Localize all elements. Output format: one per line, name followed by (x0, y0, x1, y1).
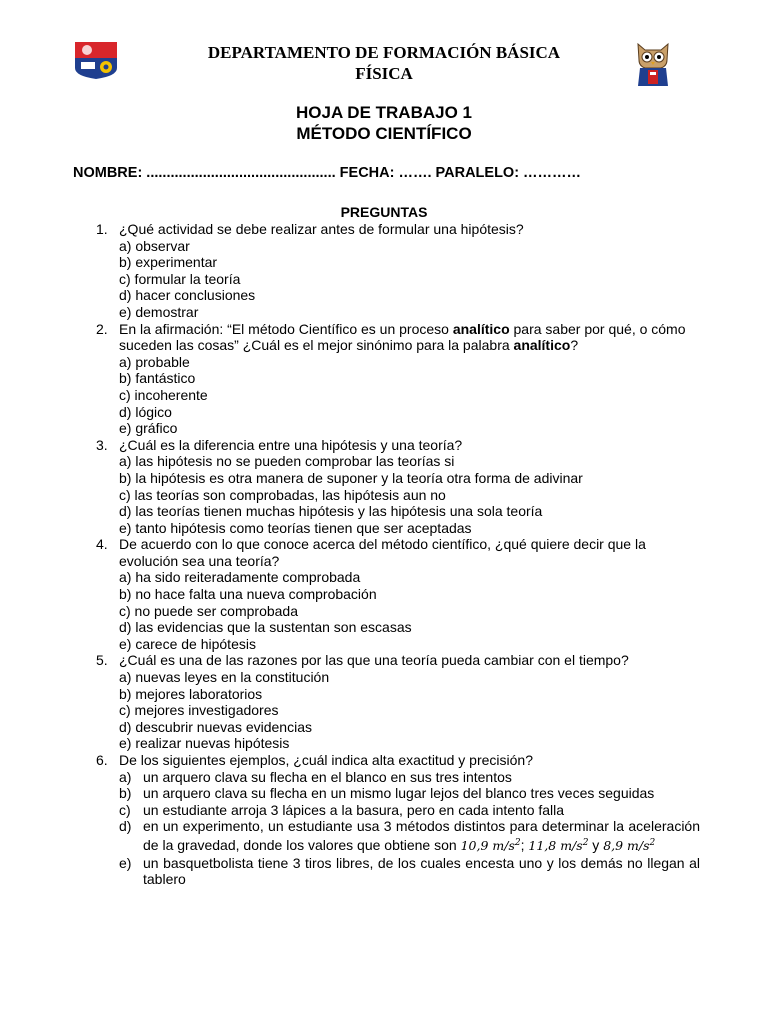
subject-name: FÍSICA (355, 64, 413, 83)
option-d: d) lógico (119, 403, 172, 420)
option-c: c) mejores investigadores (119, 702, 279, 719)
question-text-part: para saber por qué, o cómo suceden las cosas” ¿Cuál es el mejor sinónimo para la palabra (119, 320, 686, 354)
option-e: e) realizar nuevas hipótesis (119, 735, 290, 752)
math-value: 11,8 m/s (528, 838, 583, 854)
question-text (119, 321, 700, 354)
option-text (143, 818, 700, 854)
option-text: un estudiante arroja 3 lápices a la basura, pero en cada intento falla (143, 801, 565, 818)
option-c: c) no puede ser comprobada (119, 602, 298, 619)
question-6 (96, 752, 700, 888)
option-label: b) (119, 785, 132, 802)
option-label: d) (119, 818, 132, 835)
gravity-value-3 (603, 838, 655, 853)
option-a (119, 769, 700, 786)
option-c: c) las teorías son comprobadas, las hipótesis aun no (119, 486, 446, 503)
option-a: a) ha sido reiteradamente comprobada (119, 569, 361, 586)
question-number: 3. (96, 436, 108, 453)
question-text-part: En la afirmación: “El método Científico es un proceso (119, 320, 453, 337)
worksheet-title (0, 102, 768, 144)
question-text: ¿Qué actividad se debe realizar antes de formular una hipótesis? (119, 221, 524, 237)
question-list (96, 221, 700, 888)
question-number: 4. (96, 536, 108, 553)
option-d: d) las evidencias que la sustentan son escasas (119, 619, 412, 636)
option-b: b) la hipótesis es otra manera de suponer y la teoría otra forma de adivinar (119, 469, 583, 486)
question-text: ¿Cuál es una de las razones por las que una teoría pueda cambiar con el tiempo? (119, 652, 629, 669)
option-d: d) las teorías tienen muchas hipótesis y las hipótesis una sola teoría (119, 503, 543, 520)
question-3 (96, 437, 700, 537)
question-number: 2. (96, 320, 108, 337)
option-text: un basquetbolista tiene 3 tiros libres, de los cuales encesta uno y los demás no llegan al tablero (143, 854, 700, 888)
student-info-line: NOMBRE: ............................................... FECHA: ……. PARALELO: ………… (73, 165, 582, 181)
question-2 (96, 321, 700, 437)
option-text: un arquero clava su flecha en el blanco en sus tres intentos (143, 768, 512, 785)
math-exponent: 2 (649, 837, 656, 848)
question-number: 1. (96, 221, 108, 237)
option-b (119, 785, 700, 802)
question-5 (96, 652, 700, 752)
option-d: d) hacer conclusiones (119, 287, 256, 304)
separator: y (588, 837, 604, 854)
question-1 (96, 221, 700, 321)
question-4 (96, 536, 700, 652)
keyword: analítico (452, 320, 510, 337)
gravity-value-2 (528, 838, 588, 853)
option-e: e) carece de hipótesis (119, 635, 256, 652)
option-a: a) las hipótesis no se pueden comprobar las teorías si (119, 453, 455, 470)
option-d: d) descubrir nuevas evidencias (119, 718, 312, 735)
option-b: b) experimentar (119, 254, 218, 271)
worksheet-number: HOJA DE TRABAJO 1 (295, 103, 472, 122)
question-text-part: ? (570, 337, 579, 354)
question-number: 6. (96, 752, 108, 768)
option-b: b) fantástico (119, 370, 196, 387)
option-text-part: en un experimento, un estudiante usa 3 métodos distintos para determinar la aceleración de la gravedad, donde los valores que obtiene son (143, 818, 700, 854)
gravity-value-1 (461, 838, 521, 853)
math-exponent: 2 (582, 837, 589, 848)
option-label: c) (119, 801, 131, 818)
owl-mascot-logo (633, 40, 673, 88)
question-text: De los siguientes ejemplos, ¿cuál indica alta exactitud y precisión? (119, 752, 533, 768)
option-e: e) gráfico (119, 420, 178, 437)
option-d (119, 818, 700, 854)
separator: ; (520, 837, 529, 854)
option-a: a) observar (119, 237, 190, 254)
option-label: e) (119, 854, 132, 871)
question-number: 5. (96, 652, 108, 669)
section-title: PREGUNTAS (340, 204, 428, 220)
option-c: c) formular la teoría (119, 270, 241, 287)
option-c (119, 802, 700, 819)
option-a: a) nuevas leyes en la constitución (119, 669, 330, 686)
department-name: DEPARTAMENTO DE FORMACIÓN BÁSICA (207, 43, 561, 62)
option-b: b) no hace falta una nueva comprobación (119, 586, 377, 603)
option-e: e) tanto hipótesis como teorías tienen que ser aceptadas (119, 519, 472, 536)
math-value: 10,9 m/s (460, 838, 515, 854)
keyword: analítico (513, 337, 571, 354)
option-e: e) demostrar (119, 303, 199, 320)
question-text: ¿Cuál es la diferencia entre una hipótesis y una teoría? (119, 436, 463, 453)
option-b: b) mejores laboratorios (119, 685, 263, 702)
option-text: un arquero clava su flecha en un mismo lugar lejos del blanco tres veces seguidas (143, 785, 655, 802)
question-text: De acuerdo con lo que conoce acerca del método científico, ¿qué quiere decir que la evolución sea una teoría? (119, 536, 646, 569)
worksheet-topic: MÉTODO CIENTÍFICO (296, 124, 472, 143)
math-value: 8,9 m/s (603, 838, 650, 854)
math-exponent: 2 (514, 837, 521, 848)
option-a: a) probable (119, 353, 190, 370)
option-e (119, 855, 700, 888)
option-c: c) incoherente (119, 386, 208, 403)
option-label: a) (119, 768, 132, 785)
